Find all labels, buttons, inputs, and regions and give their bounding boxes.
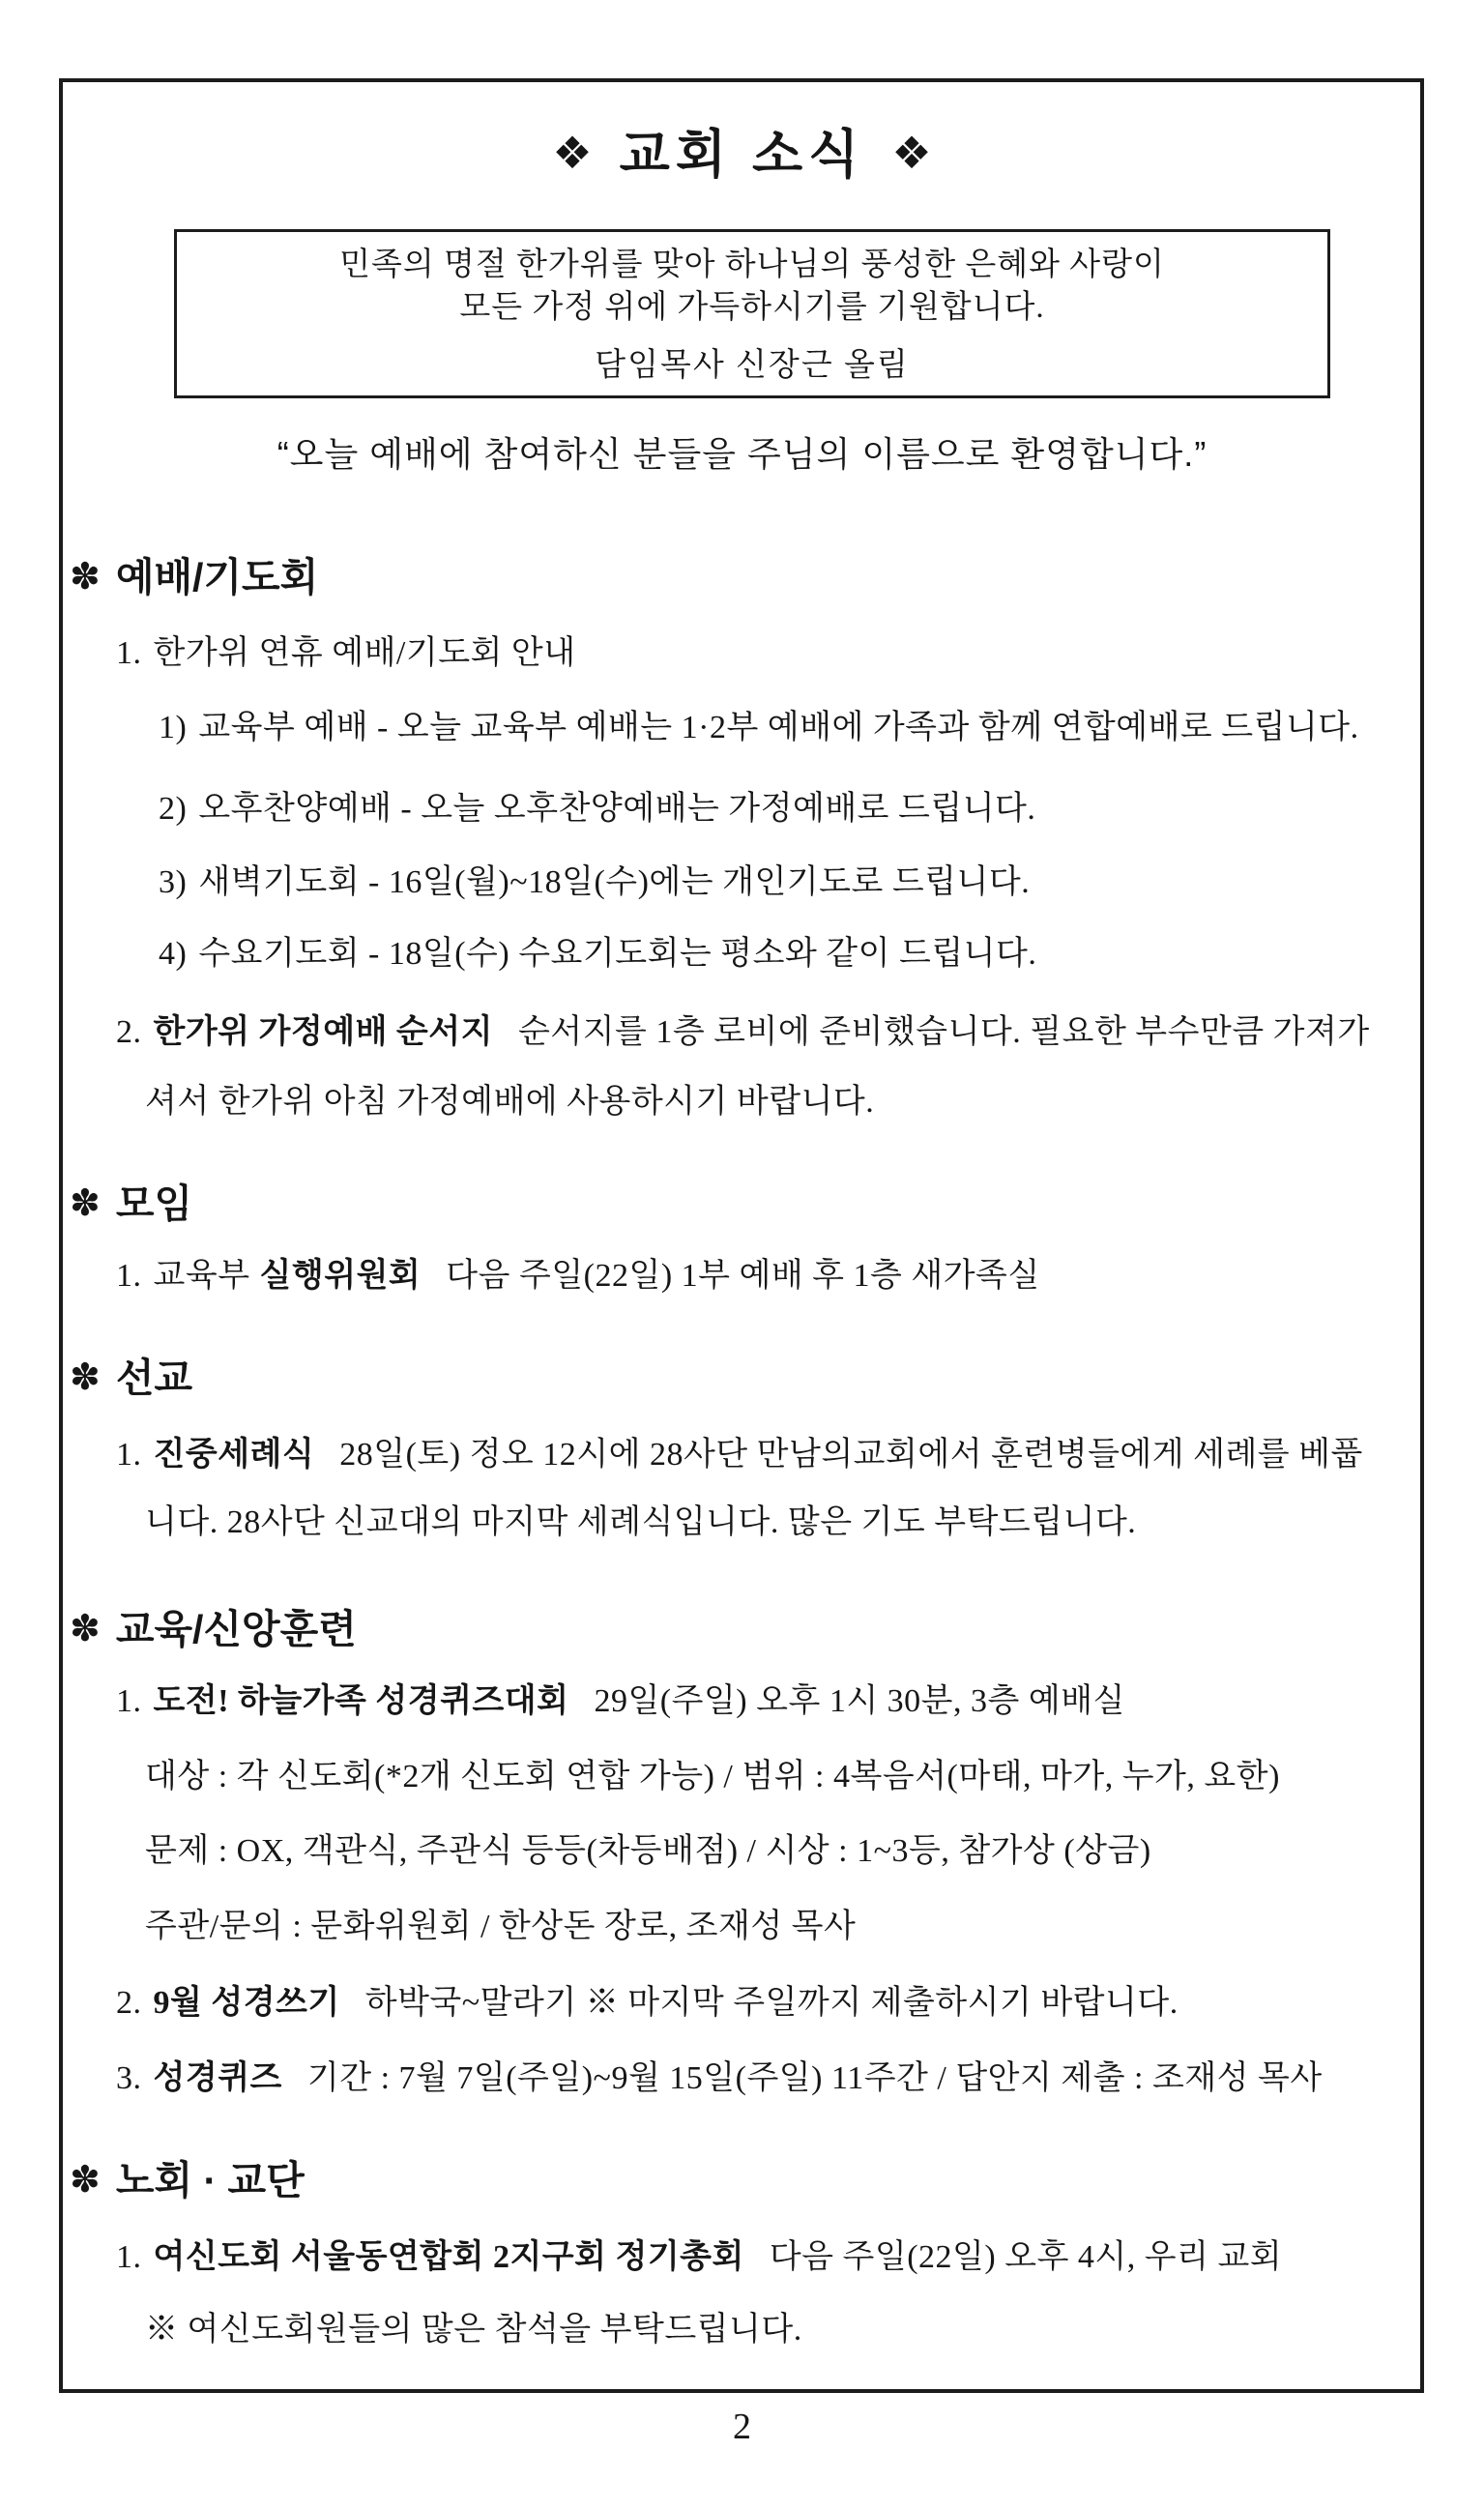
asterisk-marker-icon: ✽: [70, 2160, 101, 2201]
continuation-line: [145, 1502, 1136, 1544]
list-item: [116, 1255, 1040, 1298]
greeting-line-2: 모든 가정 위에 가득하시기를 기원합니다.: [459, 290, 1045, 325]
item-number: 1.: [116, 1683, 142, 1719]
sub-item: [159, 788, 1035, 831]
item-number: 1.: [116, 1437, 142, 1473]
item-text: 셔서 한가위 아침 가정예배에 사용하시기 바랍니다.: [145, 1084, 875, 1120]
page-title: [0, 120, 1484, 186]
item-text: 새벽기도회 - 16일(월)~18일(수)에는 개인기도로 드립니다.: [198, 864, 1031, 900]
note-line: [145, 2309, 802, 2351]
item-lead-bold: 여신도회 서울동연합회 2지구회 정기총회: [153, 2239, 744, 2275]
asterisk-marker-icon: ✽: [70, 1357, 101, 1398]
section-heading-education: [70, 1604, 357, 1654]
detail-line: [145, 1756, 1280, 1798]
list-item: [116, 1434, 1363, 1476]
greeting-signature: 담임목사 신장근 올림: [595, 348, 910, 383]
section-title: 선교: [115, 1356, 193, 1400]
item-number: 4): [159, 936, 188, 972]
list-item: [116, 1982, 1178, 2025]
item-number: 1.: [116, 2239, 142, 2275]
section-heading-worship: [70, 552, 318, 602]
item-number: 2.: [116, 1014, 142, 1050]
item-number: 1.: [116, 1258, 142, 1294]
asterisk-marker-icon: ✽: [70, 1183, 101, 1224]
sub-item: [159, 933, 1036, 976]
page-title-text: 교회 소식: [619, 126, 865, 184]
item-lead-bold: 도전! 하늘가족 성경퀴즈대회: [153, 1683, 569, 1719]
detail-line: [145, 1906, 856, 1948]
item-text: 순서지를 1층 로비에 준비했습니다. 필요한 부수만큼 가져가: [517, 1014, 1370, 1050]
item-text: 29일(주일) 오후 1시 30분, 3층 예배실: [594, 1683, 1125, 1719]
item-lead-bold: 한가위 가정예배 순서지: [153, 1014, 493, 1050]
page-number: 2: [733, 2407, 751, 2447]
item-text: 다음 주일(22일) 1부 예배 후 1층 새가족실: [446, 1258, 1040, 1294]
item-pre-text: 교육부: [153, 1258, 250, 1294]
continuation-line: [145, 1081, 874, 1123]
item-text: 수요기도회 - 18일(수) 수요기도회는 평소와 같이 드립니다.: [198, 936, 1037, 972]
section-heading-presbytery: [70, 2155, 305, 2205]
item-text: 대상 : 각 신도회(*2개 신도회 연합 가능) / 범위 : 4복음서(마태, 마가, 누가, 요한): [145, 1759, 1280, 1794]
sub-item: [159, 707, 1359, 749]
welcome-quote: “오늘 예배에 참여하신 분들을 주님의 이름으로 환영합니다.”: [276, 434, 1208, 474]
list-item: [116, 1680, 1125, 1723]
item-number: 3): [159, 864, 188, 900]
item-text: 다음 주일(22일) 오후 4시, 우리 교회: [769, 2239, 1283, 2275]
diamond-ornament-right-icon: ❖: [891, 128, 932, 178]
item-number: 2.: [116, 1985, 142, 2021]
item-text: 니다. 28사단 신교대의 마지막 세례식입니다. 많은 기도 부탁드립니다.: [145, 1504, 1137, 1540]
item-lead-bold: 9월 성경쓰기: [153, 1985, 340, 2021]
asterisk-marker-icon: ✽: [70, 1609, 101, 1649]
asterisk-marker-icon: ✽: [70, 557, 101, 598]
item-text: 교육부 예배 - 오늘 교육부 예배는 1·2부 예배에 가족과 함께 연합예배로 드립니다.: [198, 710, 1359, 745]
item-number: 2): [159, 791, 188, 827]
item-text: 한가위 연휴 예배/기도회 안내: [153, 635, 576, 671]
list-item: [116, 1011, 1370, 1054]
list-item: [116, 632, 576, 675]
item-text: 오후찬양예배 - 오늘 오후찬양예배는 가정예배로 드립니다.: [198, 791, 1036, 827]
item-text: 주관/문의 : 문화위원회 / 한상돈 장로, 조재성 목사: [145, 1909, 857, 1944]
item-number: 3.: [116, 2060, 142, 2096]
item-lead-bold: 진중세례식: [153, 1437, 315, 1473]
section-heading-meetings: [70, 1179, 192, 1229]
item-text: ※ 여신도회원들의 많은 참석을 부탁드립니다.: [145, 2312, 802, 2348]
item-text: 하박국~말라기 ※ 마지막 주일까지 제출하시기 바랍니다.: [364, 1985, 1178, 2021]
section-heading-missions: [70, 1353, 192, 1403]
item-lead-bold: 성경퀴즈: [153, 2060, 282, 2096]
section-title: 모임: [115, 1182, 193, 1226]
diamond-ornament-left-icon: ❖: [552, 128, 593, 178]
item-text: 문제 : OX, 객관식, 주관식 등등(차등배점) / 시상 : 1~3등, 참가상 (상금): [145, 1833, 1151, 1869]
list-item: [116, 2057, 1323, 2100]
item-number: 1.: [116, 635, 142, 671]
item-number: 1): [159, 710, 188, 745]
detail-line: [145, 1830, 1151, 1873]
section-title: 예배/기도회: [115, 555, 319, 599]
greeting-line-1: 민족의 명절 한가위를 맞아 하나님의 풍성한 은혜와 사랑이: [339, 248, 1165, 282]
section-title: 노회 · 교단: [115, 2158, 305, 2203]
sub-item: [159, 861, 1030, 904]
page-border: [59, 78, 1424, 2393]
item-text: 28일(토) 정오 12시에 28사단 만남의교회에서 훈련병들에게 세례를 베풉: [339, 1437, 1363, 1473]
list-item: [116, 2236, 1282, 2279]
item-text: 기간 : 7월 7일(주일)~9월 15일(주일) 11주간 / 답안지 제출 : 조재성 목사: [306, 2060, 1323, 2096]
greeting-box: [174, 229, 1330, 398]
item-lead-bold: 실행위원회: [259, 1258, 422, 1294]
section-title: 교육/신앙훈련: [115, 1607, 357, 1651]
